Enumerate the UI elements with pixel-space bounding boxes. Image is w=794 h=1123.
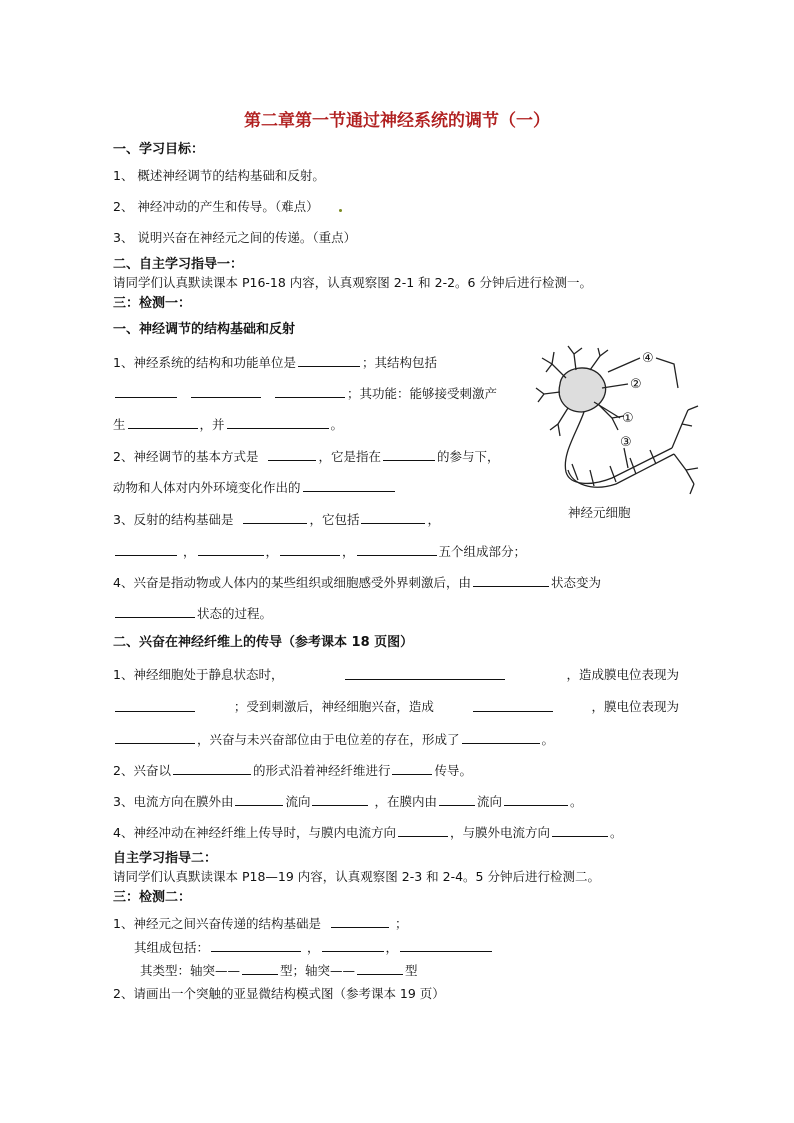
- blank[interactable]: [504, 793, 568, 806]
- q-a2-line1: 2、神经调节的基本方式是 ，它是指在 的参与下，: [113, 449, 500, 464]
- blank[interactable]: [357, 543, 437, 556]
- blank[interactable]: [298, 354, 360, 367]
- q-b4: 4、神经冲动在神经纤维上传导时，与膜内电流方向 ，与膜外电流方向 。: [113, 825, 623, 840]
- guide1-heading: 二、自主学习指导一：: [113, 257, 244, 272]
- guide2-text: 请同学们认真默读课本 P18—19 内容，认真观察图 2-3 和 2-4。5 分钟后进行检测二。: [113, 869, 600, 884]
- figure-caption: 神经元细胞: [568, 505, 631, 520]
- objective-item-3: 3、 说明兴奋在神经元之间的传递。（重点）: [113, 230, 357, 245]
- q-c1-line1: 1、神经元之间兴奋传递的结构基础是 ；: [113, 916, 408, 931]
- blank[interactable]: [242, 962, 278, 975]
- neuron-diagram: [532, 344, 707, 504]
- q-b1-line1: 1、神经细胞处于静息状态时， ，造成膜电位表现为: [113, 667, 679, 682]
- test1-heading: 三：检测一：: [113, 296, 192, 311]
- stray-mark: [339, 209, 342, 212]
- blank[interactable]: [312, 793, 368, 806]
- blank[interactable]: [115, 731, 195, 744]
- blank[interactable]: [552, 824, 608, 837]
- q-c1-line3: 其类型：轴突—— 型；轴突—— 型: [140, 963, 418, 978]
- blank[interactable]: [115, 699, 195, 712]
- label-2: ②: [630, 377, 642, 392]
- q-b2: 2、兴奋以 的形式沿着神经纤维进行 传导。: [113, 763, 472, 778]
- blank[interactable]: [398, 824, 448, 837]
- label-1: ①: [622, 411, 634, 426]
- objective-item-1: 1、 概述神经调节的结构基础和反射。: [113, 168, 325, 183]
- q-a4-line1: 4、兴奋是指动物或人体内的某些组织或细胞感受外界刺激后，由 状态变为: [113, 575, 601, 590]
- blank[interactable]: [235, 793, 283, 806]
- page-title: 第二章第一节通过神经系统的调节（一）: [244, 111, 550, 131]
- blank[interactable]: [275, 385, 345, 398]
- blank[interactable]: [303, 479, 395, 492]
- blank[interactable]: [322, 939, 384, 952]
- blank[interactable]: [173, 762, 251, 775]
- label-3: ③: [620, 435, 632, 450]
- blank[interactable]: [198, 543, 264, 556]
- blank[interactable]: [128, 416, 198, 429]
- blank[interactable]: [439, 793, 475, 806]
- q-a1-line1: 1、神经系统的结构和功能单位是 ；其结构包括: [113, 355, 437, 370]
- blank[interactable]: [115, 385, 177, 398]
- guide2-heading: 自主学习指导二：: [113, 851, 218, 866]
- blank[interactable]: [383, 448, 435, 461]
- blank[interactable]: [115, 605, 195, 618]
- q-b1-line3: ，兴奋与未兴奋部位由于电位差的存在，形成了 。: [113, 731, 554, 748]
- blank[interactable]: [473, 574, 549, 587]
- q-a3-line1: 3、反射的结构基础是 ，它包括 ，: [113, 512, 440, 527]
- section-b-heading: 二、兴奋在神经纤维上的传导（参考课本 18 页图）: [113, 635, 414, 650]
- q-b1-line2: ；受到刺激后，神经细胞兴奋，造成 ，膜电位表现为: [113, 699, 679, 715]
- objectives-heading: 一、学习目标：: [113, 142, 205, 157]
- section-a-heading: 一、神经调节的结构基础和反射: [113, 322, 296, 337]
- q-c2: 2、请画出一个突触的亚显微结构模式图（参考课本 19 页）: [113, 986, 445, 1001]
- blank[interactable]: [345, 667, 505, 680]
- blank[interactable]: [243, 511, 307, 524]
- q-a1-line3: 生 ，并 。: [113, 417, 344, 432]
- blank[interactable]: [191, 385, 261, 398]
- blank[interactable]: [400, 939, 492, 952]
- neuron-drawing: [536, 346, 698, 494]
- blank[interactable]: [268, 448, 316, 461]
- blank[interactable]: [115, 543, 177, 556]
- guide1-text: 请同学们认真默读课本 P16-18 内容，认真观察图 2-1 和 2-2。6 分钟后进行检测一。: [113, 275, 592, 290]
- blank[interactable]: [392, 762, 432, 775]
- blank[interactable]: [227, 416, 329, 429]
- test2-heading: 三：检测二：: [113, 890, 192, 905]
- blank[interactable]: [357, 962, 403, 975]
- blank[interactable]: [361, 511, 425, 524]
- q-b3: 3、电流方向在膜外由 流向 ，在膜内由 流向 。: [113, 794, 583, 809]
- blank[interactable]: [280, 543, 340, 556]
- q-c1-line2: 其组成包括： ， ，: [134, 939, 494, 956]
- blank[interactable]: [462, 731, 540, 744]
- q-a1-line2: ；其功能：能够接受刺激产: [113, 385, 497, 402]
- blank[interactable]: [211, 939, 301, 952]
- blank[interactable]: [473, 699, 553, 712]
- q-a4-line2: 状态的过程。: [113, 605, 272, 622]
- objective-item-2: 2、 神经冲动的产生和传导。（难点）: [113, 199, 319, 214]
- blank[interactable]: [331, 915, 389, 928]
- label-4: ④: [642, 351, 654, 366]
- q-a2-line2: 动物和人体对内外环境变化作出的: [113, 479, 397, 496]
- q-a3-line2: ， ， ， 五个组成部分；: [113, 543, 526, 560]
